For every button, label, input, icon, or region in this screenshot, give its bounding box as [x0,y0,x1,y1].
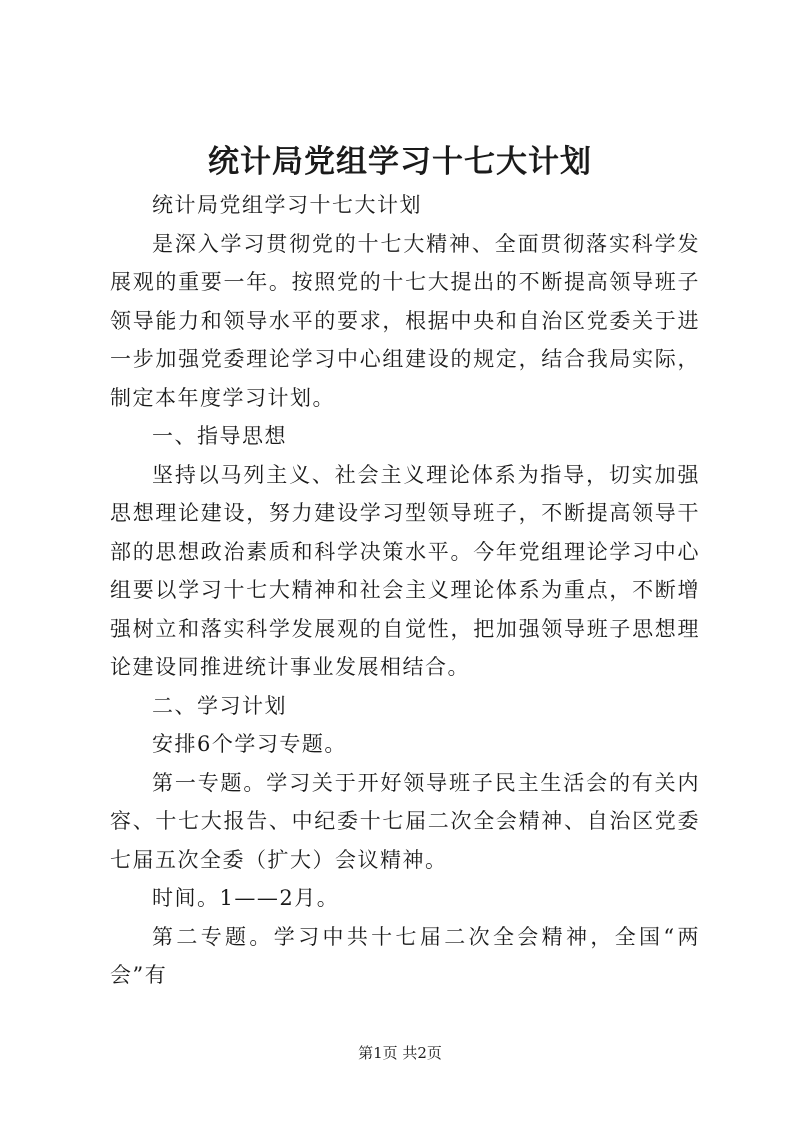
body-paragraph: 统计局党组学习十七大计划 [152,193,422,217]
section-heading: 二、学习计划 [152,693,287,718]
section-heading: 一、指导思想 [152,424,287,448]
body-paragraph: 第一专题。学习关于开好领导班子民主生活会的有关内容、十七大报告、中纪委十七届二次全会精神、自治区党委七届五次全委（扩大）会议精神。 [110,770,700,872]
body-paragraph: 第二专题。学习中共十七届二次全会精神，全国“两会”有 [110,924,700,987]
body-paragraph: 时间。1——2月。 [152,886,340,910]
body-paragraph: 坚持以马列主义、社会主义理论体系为指导，切实加强思想理论建设，努力建设学习型领导班子，不断提高领导干部的思想政治素质和科学决策水平。今年党组理论学习中心组要以学习十七大精神和社会主义理论体系为重点，不断增强树立和落实科学发展观的自觉性，把加强领导班子思想理论建设同推进统计事业发展相结合。 [110,462,700,679]
body-paragraph: 安排6个学习专题。 [152,732,347,756]
body-paragraph: 是深入学习贯彻党的十七大精神、全面贯彻落实科学发展观的重要一年。按照党的十七大提出的不断提高领导班子领导能力和领导水平的要求，根据中央和自治区党委关于进一步加强党委理论学习中心组建设的规定，结合我局实际，制定本年度学习计划。 [110,231,700,410]
page-number-footer: 第1页 共2页 [358,1044,442,1062]
document-title: 统计局党组学习十七大计划 [208,144,592,180]
document-body [110,186,700,995]
